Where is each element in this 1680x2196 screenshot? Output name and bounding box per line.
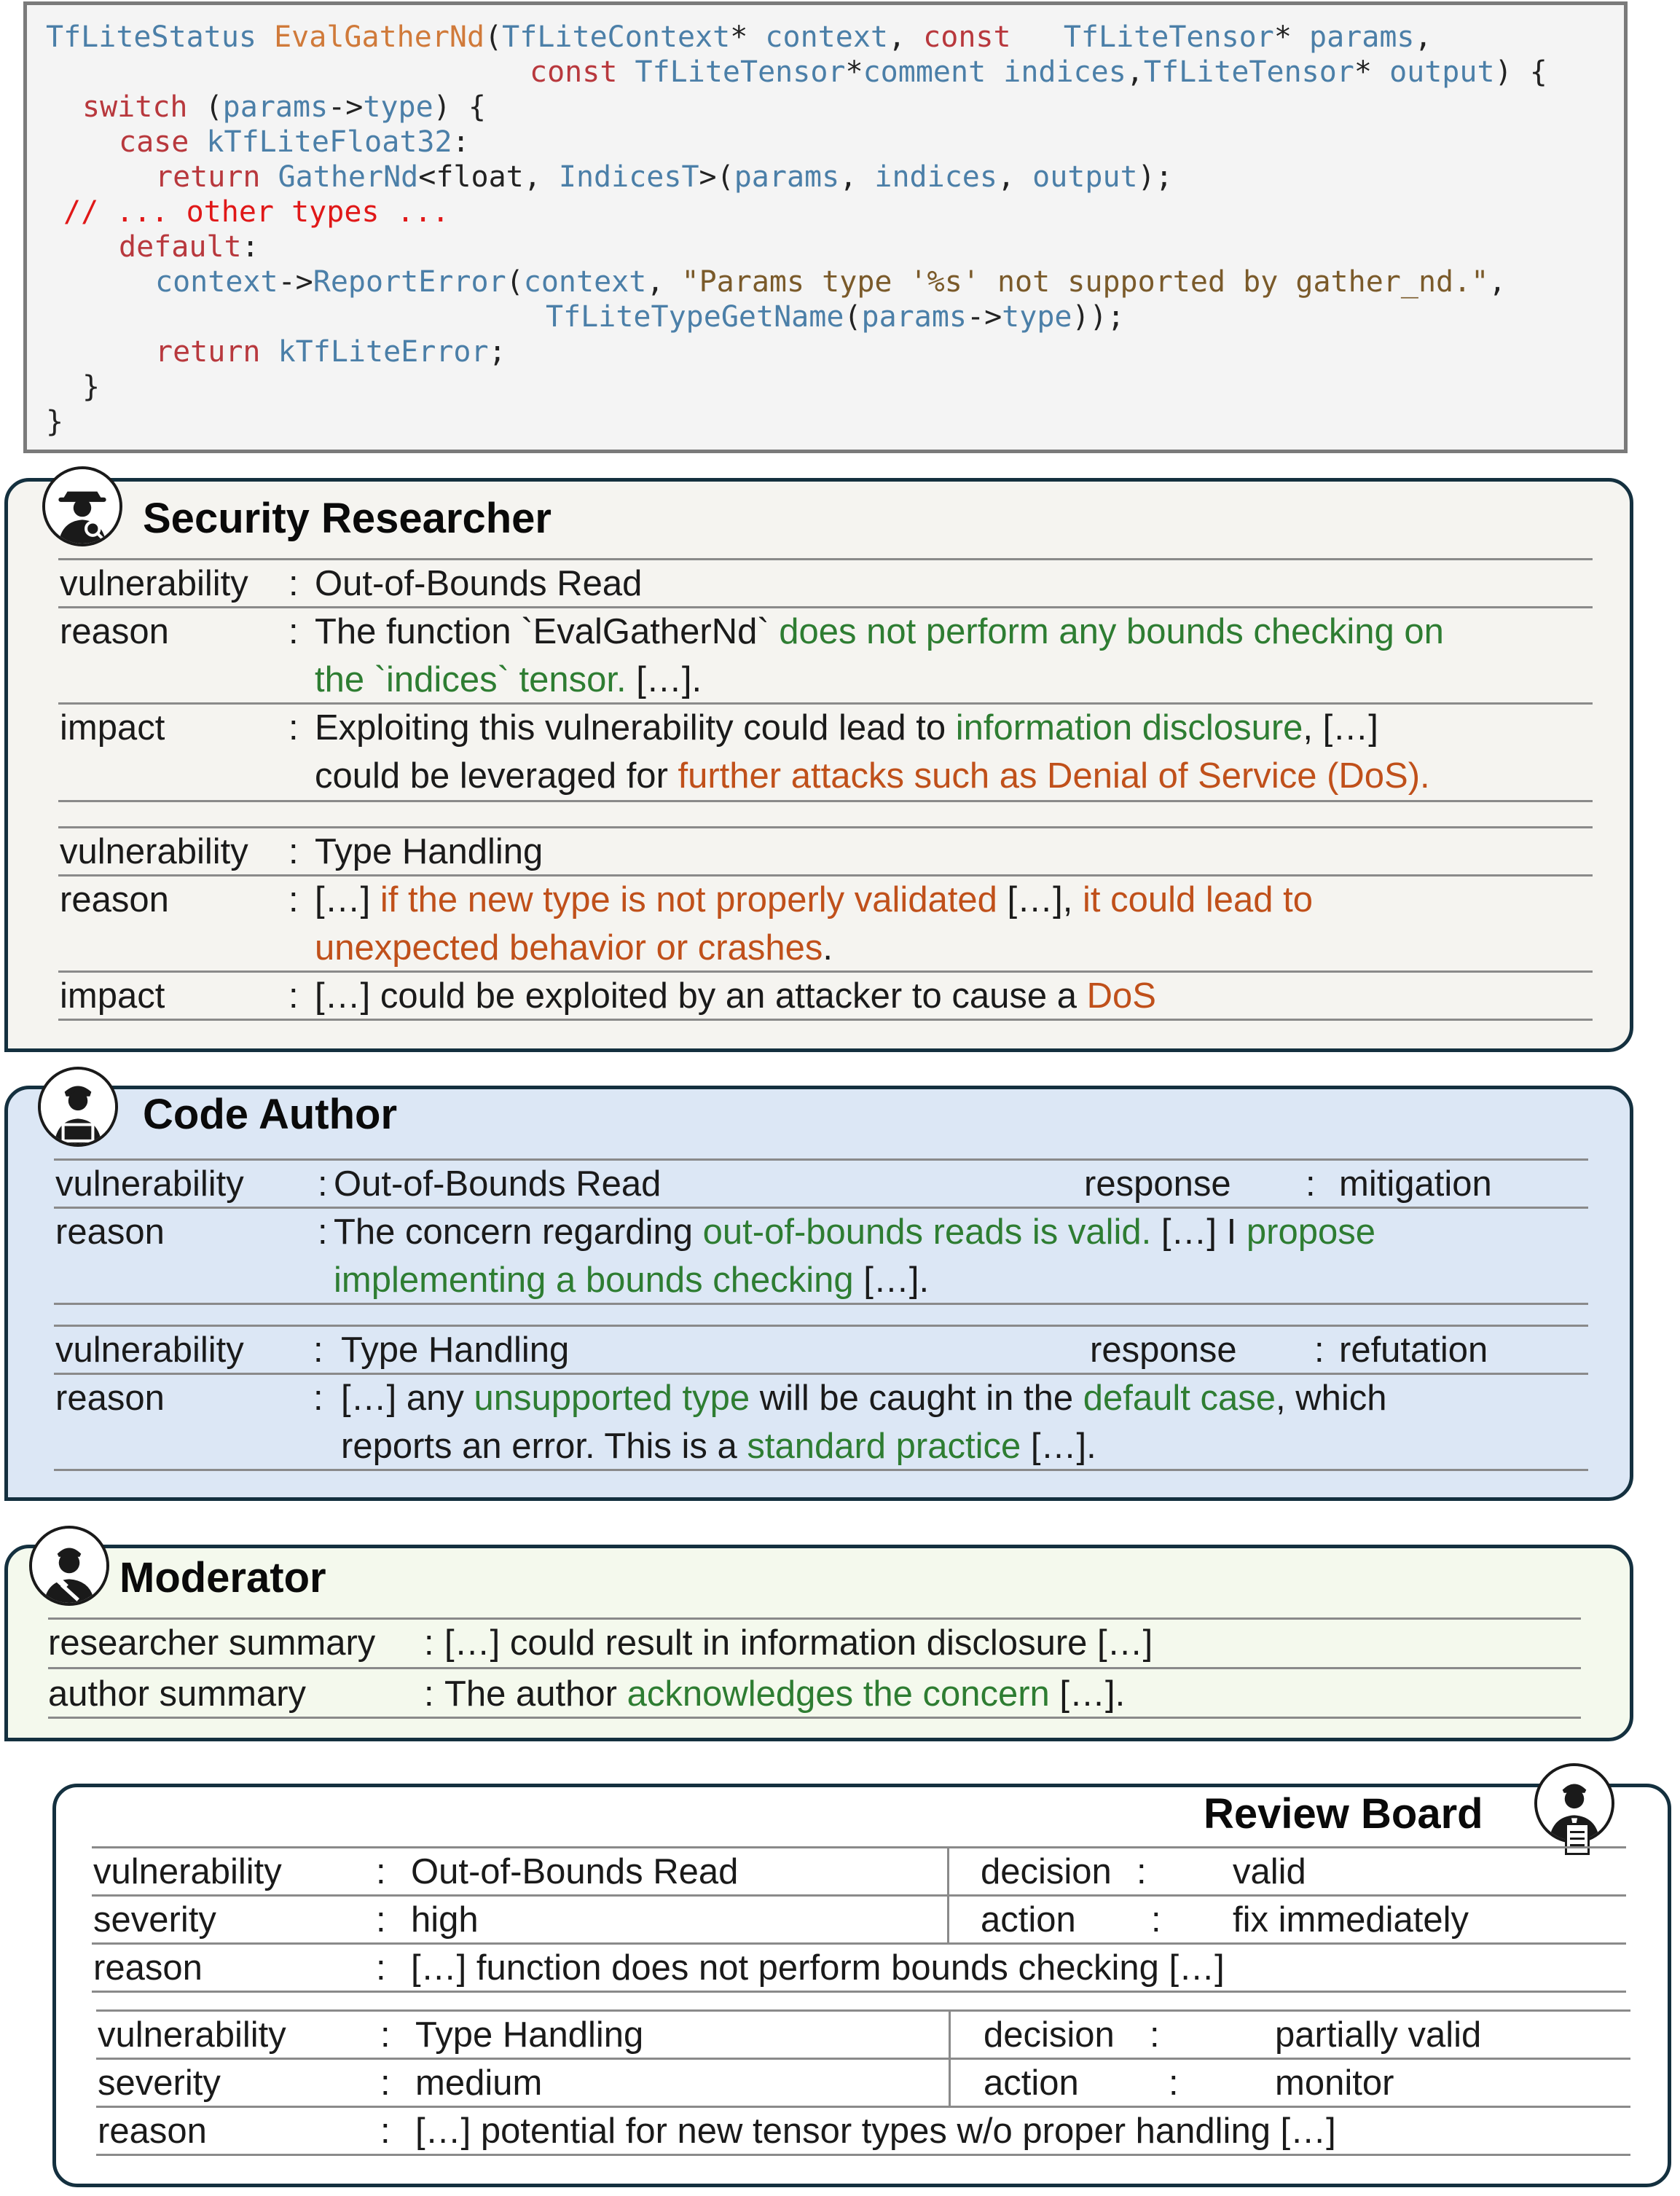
divider bbox=[92, 1846, 1626, 1848]
field-label: decision bbox=[984, 2015, 1115, 2055]
reason-text: […] potential for new tensor types w/o proper handling […] bbox=[415, 2111, 1336, 2151]
code-line: return kTfLiteError; bbox=[155, 335, 506, 369]
impact-text: […] could be exploited by an attacker to cause a DoS bbox=[315, 976, 1156, 1016]
severity-value: medium bbox=[415, 2063, 543, 2103]
author-summary-text: The author acknowledges the concern […]. bbox=[444, 1674, 1126, 1714]
reason-text: […] any unsupported type will be caught in the default case, which bbox=[341, 1379, 1387, 1418]
field-label: action bbox=[981, 1900, 1076, 1940]
divider bbox=[58, 800, 1593, 802]
code-line: context->ReportError(context, "Params type '%s' not supported by gather_nd.", bbox=[155, 265, 1507, 299]
divider bbox=[96, 2058, 1630, 2060]
field-label: reason bbox=[60, 880, 169, 919]
field-label: decision bbox=[981, 1852, 1112, 1891]
colon: : bbox=[376, 1948, 386, 1988]
reason-text: […] if the new type is not properly validated […], it could lead to bbox=[315, 880, 1314, 919]
colon: : bbox=[380, 2111, 390, 2151]
code-line: default: bbox=[119, 230, 259, 264]
field-label: reason bbox=[60, 612, 169, 651]
moderator-avatar-icon bbox=[29, 1526, 109, 1606]
colon: : bbox=[313, 1330, 323, 1370]
divider bbox=[48, 1667, 1581, 1669]
field-label: reason bbox=[98, 2111, 207, 2151]
colon: : bbox=[288, 832, 299, 871]
colon: : bbox=[380, 2063, 390, 2103]
divider bbox=[54, 1303, 1588, 1305]
colon: : bbox=[1169, 2063, 1179, 2103]
colon: : bbox=[1137, 1852, 1147, 1891]
vulnerability-value: Out-of-Bounds Read bbox=[411, 1852, 739, 1891]
field-label: impact bbox=[60, 708, 165, 748]
colon: : bbox=[288, 708, 299, 748]
colon: : bbox=[376, 1900, 386, 1940]
severity-value: high bbox=[411, 1900, 479, 1940]
colon: : bbox=[1150, 2015, 1160, 2055]
code-line: } bbox=[82, 370, 101, 404]
reason-text: unexpected behavior or crashes. bbox=[315, 928, 833, 968]
divider bbox=[58, 1019, 1593, 1021]
security-researcher-avatar-icon bbox=[42, 466, 122, 546]
vulnerability-value: Type Handling bbox=[415, 2015, 644, 2055]
field-label: response bbox=[1084, 1164, 1231, 1204]
field-label: vulnerability bbox=[55, 1330, 244, 1370]
impact-text: Exploiting this vulnerability could lead to information disclosure, […] bbox=[315, 708, 1378, 748]
code-line: return GatherNd<float, IndicesT>(params, indices, output); bbox=[155, 160, 1173, 194]
reason-text: […] function does not perform bounds checking […] bbox=[411, 1948, 1225, 1988]
colon: : bbox=[1314, 1330, 1324, 1370]
divider bbox=[96, 2154, 1630, 2156]
colon: : bbox=[288, 976, 299, 1016]
decision-value: partially valid bbox=[1275, 2015, 1482, 2055]
divider bbox=[92, 1991, 1626, 1993]
code-author-title: Code Author bbox=[143, 1091, 398, 1138]
moderator-title: Moderator bbox=[119, 1554, 326, 1601]
field-label: author summary bbox=[48, 1674, 307, 1714]
action-value: monitor bbox=[1275, 2063, 1394, 2103]
reason-text: The concern regarding out-of-bounds reads is valid. […] I propose bbox=[334, 1212, 1375, 1252]
code-snippet bbox=[23, 1, 1628, 453]
field-label: researcher summary bbox=[48, 1623, 376, 1663]
code-author-avatar-icon bbox=[38, 1067, 118, 1147]
vulnerability-value: Type Handling bbox=[315, 832, 543, 871]
vulnerability-value: Type Handling bbox=[341, 1330, 570, 1370]
field-label: vulnerability bbox=[60, 564, 248, 603]
code-line: TfLiteStatus EvalGatherNd(TfLiteContext* context, const TfLiteTensor* params, bbox=[46, 20, 1432, 54]
impact-text: could be leveraged for further attacks such as Denial of Service (DoS). bbox=[315, 756, 1430, 796]
field-label: vulnerability bbox=[55, 1164, 244, 1204]
field-label: reason bbox=[55, 1212, 165, 1252]
field-label: vulnerability bbox=[93, 1852, 282, 1891]
colon: : bbox=[313, 1379, 323, 1418]
field-label: response bbox=[1090, 1330, 1237, 1370]
response-value: mitigation bbox=[1339, 1164, 1492, 1204]
field-label: severity bbox=[98, 2063, 221, 2103]
colon: : bbox=[1306, 1164, 1316, 1204]
colon: : bbox=[376, 1852, 386, 1891]
document-icon bbox=[1565, 1823, 1590, 1855]
response-value: refutation bbox=[1339, 1330, 1488, 1370]
colon: : bbox=[318, 1164, 328, 1204]
divider bbox=[48, 1717, 1581, 1719]
field-label: vulnerability bbox=[98, 2015, 286, 2055]
divider bbox=[54, 1469, 1588, 1471]
reason-text: implementing a bounds checking […]. bbox=[334, 1260, 930, 1300]
code-line: const TfLiteTensor*comment indices,TfLiteTensor* output) { bbox=[530, 55, 1547, 89]
reason-text: the `indices` tensor. […]. bbox=[315, 660, 702, 699]
colon: : bbox=[1151, 1900, 1161, 1940]
colon: : bbox=[288, 564, 299, 603]
decision-value: valid bbox=[1233, 1852, 1306, 1891]
field-label: reason bbox=[55, 1379, 165, 1418]
code-line: case kTfLiteFloat32: bbox=[119, 125, 470, 159]
colon: : bbox=[424, 1623, 434, 1663]
code-line: switch (params->type) { bbox=[82, 90, 486, 124]
code-line: TfLiteTypeGetName(params->type)); bbox=[546, 300, 1125, 334]
researcher-summary-text: […] could result in information disclosure […] bbox=[444, 1623, 1153, 1663]
colon: : bbox=[424, 1674, 434, 1714]
colon: : bbox=[380, 2015, 390, 2055]
review-board-title: Review Board bbox=[1204, 1790, 1483, 1838]
code-line: } bbox=[46, 405, 64, 439]
colon: : bbox=[318, 1212, 328, 1252]
field-label: vulnerability bbox=[60, 832, 248, 871]
action-value: fix immediately bbox=[1233, 1900, 1469, 1940]
reason-text: reports an error. This is a standard practice […]. bbox=[341, 1427, 1096, 1466]
field-label: reason bbox=[93, 1948, 203, 1988]
colon: : bbox=[288, 612, 299, 651]
reason-text: The function `EvalGatherNd` does not perform any bounds checking on bbox=[315, 612, 1444, 651]
field-label: action bbox=[984, 2063, 1079, 2103]
field-label: impact bbox=[60, 976, 165, 1016]
security-researcher-title: Security Researcher bbox=[143, 495, 552, 542]
vulnerability-value: Out-of-Bounds Read bbox=[315, 564, 643, 603]
code-comment: // ... other types ... bbox=[63, 195, 450, 229]
colon: : bbox=[288, 880, 299, 919]
field-label: severity bbox=[93, 1900, 216, 1940]
vulnerability-value: Out-of-Bounds Read bbox=[334, 1164, 662, 1204]
